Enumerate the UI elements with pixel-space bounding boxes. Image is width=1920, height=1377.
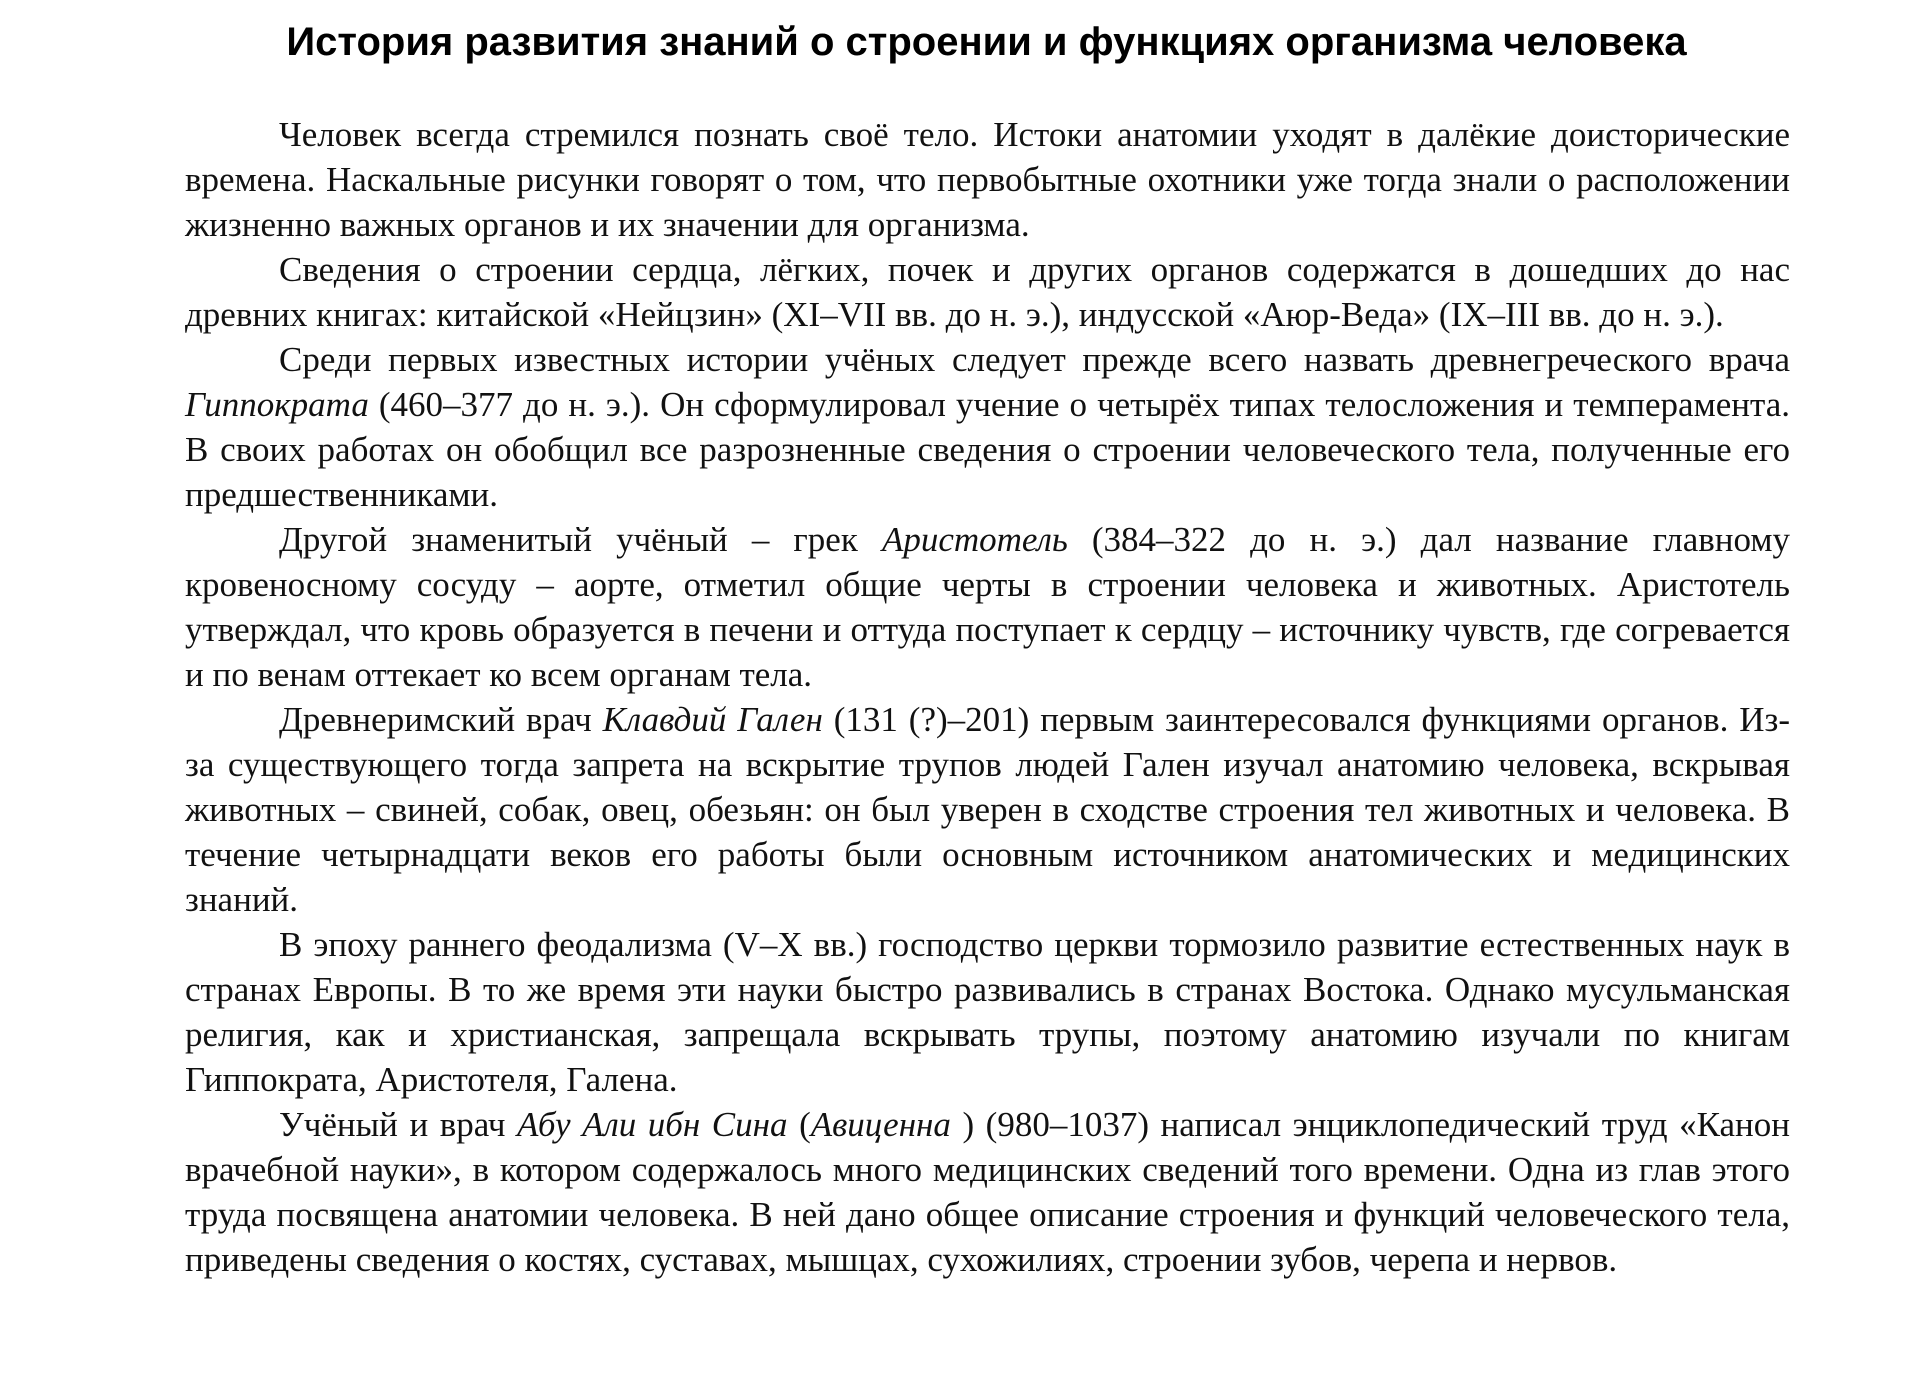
- paragraph-text: (131 (?)–201) первым заинтересовался функциями органов. Из-за существующего тогда запрета на вскрытие трупов людей Гален изучал анатомию человека, вскрывая животных – свиней, собак, овец, обезьян: он был уверен в сходстве строения тел животных и человека. В течение четырнадцати веков его работы были основным источником анатомических и медицинских знаний.: [185, 700, 1791, 919]
- paragraph-text: В эпоху раннего феодализма (V–X вв.) господство церкви тормозило развитие естественных наук в странах Европы. В то же время эти науки быстро развивались в странах Востока. Однако мусульманская религия, как и христианская, запрещала вскрывать трупы, поэтому анатомию изучали по книгам Гиппократа, Аристотеля, Галена.: [185, 925, 1790, 1099]
- paragraph-text: Учёный и врач: [279, 1105, 518, 1144]
- scientist-name-avicenna: Авиценна: [810, 1105, 951, 1144]
- paragraph-galen: [185, 697, 1790, 922]
- scientist-name-ibn-sina: Абу Али ибн Сина: [517, 1105, 788, 1144]
- paragraph-text: ) (980–1037) написал энциклопедический труд «Канон врачебной науки», в котором содержалось много медицинских сведений того времени. Одна из глав этого труда посвящена анатомии человека. В ней дано общее описание строения и функций человеческого тела, приведены сведения о костях, суставах, мышцах, сухожилиях, строении зубов, черепа и нервов.: [185, 1105, 1790, 1279]
- paragraph-text: Человек всегда стремился познать своё тело. Истоки анатомии уходят в далёкие доисторические времена. Наскальные рисунки говорят о том, что первобытные охотники уже тогда знали о расположении жизненно важных органов и их значении для организма.: [185, 115, 1790, 244]
- document-page: [185, 14, 1790, 1282]
- document-title: История развития знаний о строении и функциях организма человека: [286, 20, 1687, 64]
- paragraph-text: Древнеримский врач: [279, 700, 603, 739]
- scientist-name-hippocrates: Гиппократа: [185, 385, 369, 424]
- scientist-name-galen: Клавдий Гален: [602, 700, 823, 739]
- paragraph-text: (384–322 до н. э.) дал название главному кровеносному сосуду – аорте, отметил общие черты в строении человека и животных. Аристотель утверждал, что кровь образуется в печени и оттуда поступает к сердцу – источнику чувств, где согревается и по венам оттекает ко всем органам тела.: [185, 520, 1790, 694]
- paragraph-prehistory: [185, 112, 1790, 247]
- paragraph-hippocrates: [185, 337, 1790, 517]
- paragraph-feudalism: [185, 922, 1790, 1102]
- paragraph-ancient-books: [185, 247, 1790, 337]
- paragraph-text: Среди первых известных истории учёных следует прежде всего назвать древнегреческого врача: [279, 340, 1790, 379]
- paragraph-text: Сведения о строении сердца, лёгких, почек и других органов содержатся в дошедших до нас древних книгах: китайской «Нейцзин» (XI–VII вв. до н. э.), индусской «Аюр-Веда» (IX–III вв. до н. э.).: [185, 250, 1790, 334]
- paragraph-avicenna: [185, 1102, 1790, 1282]
- scientist-name-aristotle: Аристотель: [881, 520, 1068, 559]
- paragraph-text: Другой знаменитый учёный – грек: [279, 520, 882, 559]
- paragraph-text: (: [787, 1105, 811, 1144]
- document-body: [185, 112, 1790, 1282]
- paragraph-aristotle: [185, 517, 1790, 697]
- paragraph-text: (460–377 до н. э.). Он сформулировал учение о четырёх типах телосложения и темперамента. В своих работах он обобщил все разрозненные сведения о строении человеческого тела, полученные его предшественниками.: [185, 385, 1790, 514]
